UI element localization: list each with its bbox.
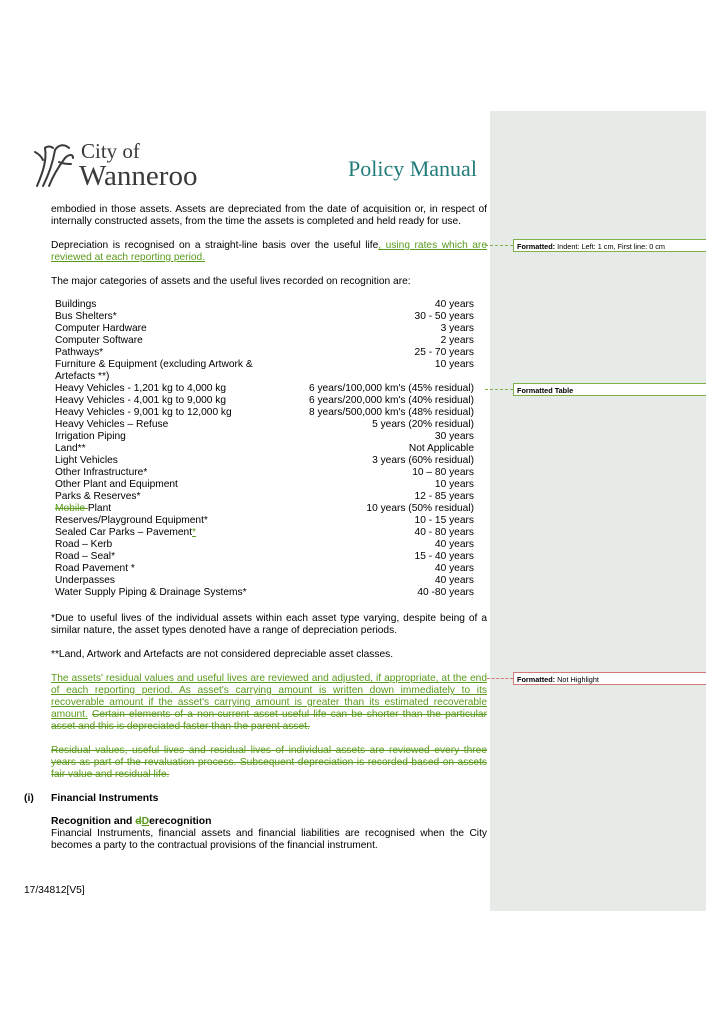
table-row (55, 299, 474, 311)
asset-category: Irrigation Piping (55, 431, 126, 442)
document-reference: 17/34812[V5] (24, 885, 85, 896)
useful-lives-table (55, 299, 474, 599)
table-row (55, 323, 474, 335)
asset-category (55, 503, 111, 515)
tracked-insertion: * (192, 527, 197, 538)
table-row (55, 575, 474, 587)
table-row (55, 491, 474, 503)
asset-category: Road – Kerb (55, 539, 113, 550)
table-row (55, 443, 474, 455)
useful-life: 10 - 15 years (414, 515, 474, 526)
tracked-insertion: , using rates which are reviewed at each reporting period. (51, 240, 487, 263)
asset-category: Computer Software (55, 335, 143, 346)
text: Plant (87, 503, 112, 514)
useful-life: 3 years (60% residual) (372, 455, 474, 466)
balloon-label: Formatted: (517, 675, 556, 684)
paragraph-major-categories: The major categories of assets and the useful lives recorded on recognition are: (51, 276, 411, 287)
useful-life: 10 – 80 years (412, 467, 474, 478)
table-row (55, 311, 474, 323)
note-useful-lives-varying: *Due to useful lives of the individual assets within each asset type varying, despite being of a similar nature, the asset types denoted have a range of depreciation periods. (51, 613, 487, 636)
paragraph-three-year-review (51, 745, 487, 781)
city-logo (33, 140, 213, 192)
page-title: Policy Manual (348, 156, 477, 181)
markup-pane (490, 111, 706, 911)
text: Depreciation is recognised on a straight-line basis over the useful life (51, 240, 379, 251)
table-row (55, 479, 474, 491)
table-row (55, 587, 474, 599)
asset-category: Other Infrastructure* (55, 467, 148, 478)
table-row (55, 563, 474, 575)
asset-category: Heavy Vehicles - 1,201 kg to 4,000 kg (55, 383, 227, 394)
useful-life: 10 years (50% residual) (366, 503, 474, 514)
useful-life: 40 years (434, 575, 474, 586)
tracked-insertion: The assets' residual values and useful lives are reviewed and adjusted, if appropriate, at the end of each reporting period. As asset's carrying amount is written down immediately to its recoverable amount if the asset's carrying amount is greater than its estimated recoverable amount. (51, 673, 487, 720)
table-row (55, 455, 474, 467)
table-row (55, 431, 474, 443)
useful-life: 25 - 70 years (414, 347, 474, 358)
table-row (55, 527, 474, 539)
paragraph-residual-values (51, 673, 487, 733)
asset-category: Buildings (55, 299, 97, 310)
asset-category: Reserves/Playground Equipment* (55, 515, 208, 526)
note-non-depreciable: **Land, Artwork and Artefacts are not considered depreciable asset classes. (51, 649, 394, 660)
useful-life: 15 - 40 years (414, 551, 474, 562)
section-number: (i) (24, 793, 34, 804)
paragraph-straight-line (51, 240, 487, 264)
table-row (55, 419, 474, 431)
asset-category: Pathways* (55, 347, 104, 358)
balloon-text: Indent: Left: 1 cm, First line: 0 cm (555, 242, 666, 251)
asset-category: Bus Shelters* (55, 311, 117, 322)
logo-text-city-of: City of (81, 139, 140, 163)
asset-category: Light Vehicles (55, 455, 118, 466)
useful-life: 12 - 85 years (414, 491, 474, 502)
asset-category: Heavy Vehicles - 9,001 kg to 12,000 kg (55, 407, 232, 418)
asset-category (55, 527, 196, 539)
tracked-deletion: Certain elements of a non-current asset useful life can be shorter than the particular asset and this is depreciated faster than the parent asset. (51, 709, 487, 732)
table-row (55, 395, 474, 407)
balloon-label: Formatted Table (517, 386, 574, 395)
sub-heading (51, 816, 212, 827)
table-row (55, 551, 474, 563)
asset-category: Water Supply Piping & Drainage Systems* (55, 587, 247, 598)
table-row (55, 359, 474, 383)
useful-life: 6 years/100,000 km's (45% residual) (308, 383, 474, 394)
format-balloon[interactable] (513, 383, 706, 396)
asset-category: Furniture & Equipment (excluding Artwork & Artefacts **) (55, 359, 253, 382)
comment-connector (485, 245, 513, 246)
useful-life: Not Applicable (408, 443, 474, 454)
text: Recognition and (51, 816, 136, 827)
asset-category: Computer Hardware (55, 323, 147, 334)
balloon-label: Formatted: (517, 242, 556, 251)
table-row (55, 383, 474, 395)
useful-life: 3 years (440, 323, 474, 334)
asset-category: Parks & Reserves* (55, 491, 141, 502)
useful-life: 40 years (434, 563, 474, 574)
useful-life: 40 -80 years (417, 587, 474, 598)
asset-category: Heavy Vehicles – Refuse (55, 419, 169, 430)
useful-life: 5 years (20% residual) (372, 419, 474, 430)
format-balloon[interactable] (513, 672, 706, 685)
useful-life: 6 years/200,000 km's (40% residual) (308, 395, 474, 406)
useful-life: 30 years (434, 431, 474, 442)
table-row (55, 347, 474, 359)
text: Sealed Car Parks – Pavement (55, 527, 193, 538)
asset-category: Road Pavement * (55, 563, 135, 574)
useful-life: 40 years (434, 539, 474, 550)
useful-life: 30 - 50 years (414, 311, 474, 322)
text: erecognition (149, 816, 212, 827)
table-row (55, 407, 474, 419)
paragraph-financial-instruments: Financial Instruments, financial assets and financial liabilities are recognised when the City becomes a party to the contractual provisions of the financial instrument. (51, 828, 487, 851)
table-row (55, 335, 474, 347)
useful-life: 40 years (434, 299, 474, 310)
useful-life: 8 years/500,000 km's (48% residual) (308, 407, 474, 418)
useful-life: 2 years (440, 335, 474, 346)
tracked-insertion: D (141, 816, 150, 827)
comment-connector (487, 678, 513, 679)
useful-life: 10 years (434, 359, 474, 370)
tracked-deletion: Residual values, useful lives and residual lives of individual assets are reviewed every three years as part of the revaluation process. Subsequent depreciation is recorded based on assets fair value and residual life. (51, 745, 487, 780)
useful-life: 10 years (434, 479, 474, 490)
asset-category: Land** (55, 443, 86, 454)
table-row (55, 515, 474, 527)
table-row (55, 539, 474, 551)
paragraph-depreciation-intro: embodied in those assets. Assets are depreciated from the date of acquisition or, in respect of internally constructed assets, from the time the assets is completed and held ready for use. (51, 204, 487, 227)
comment-connector (485, 389, 513, 390)
asset-category: Heavy Vehicles - 4,001 kg to 9,000 kg (55, 395, 227, 406)
asset-category: Underpasses (55, 575, 116, 586)
format-balloon[interactable] (513, 239, 706, 252)
tracked-deletion: Mobile (55, 503, 88, 514)
section-heading: Financial Instruments (51, 793, 159, 804)
table-row (55, 503, 474, 515)
logo-text-wanneroo: Wanneroo (79, 160, 198, 192)
tracked-deletion: d (135, 816, 142, 827)
asset-category: Other Plant and Equipment (55, 479, 178, 490)
asset-category: Road – Seal* (55, 551, 116, 562)
table-row (55, 467, 474, 479)
useful-life: 40 - 80 years (414, 527, 474, 538)
logo-emblem-icon (33, 142, 75, 188)
balloon-text: Not Highlight (555, 675, 599, 684)
